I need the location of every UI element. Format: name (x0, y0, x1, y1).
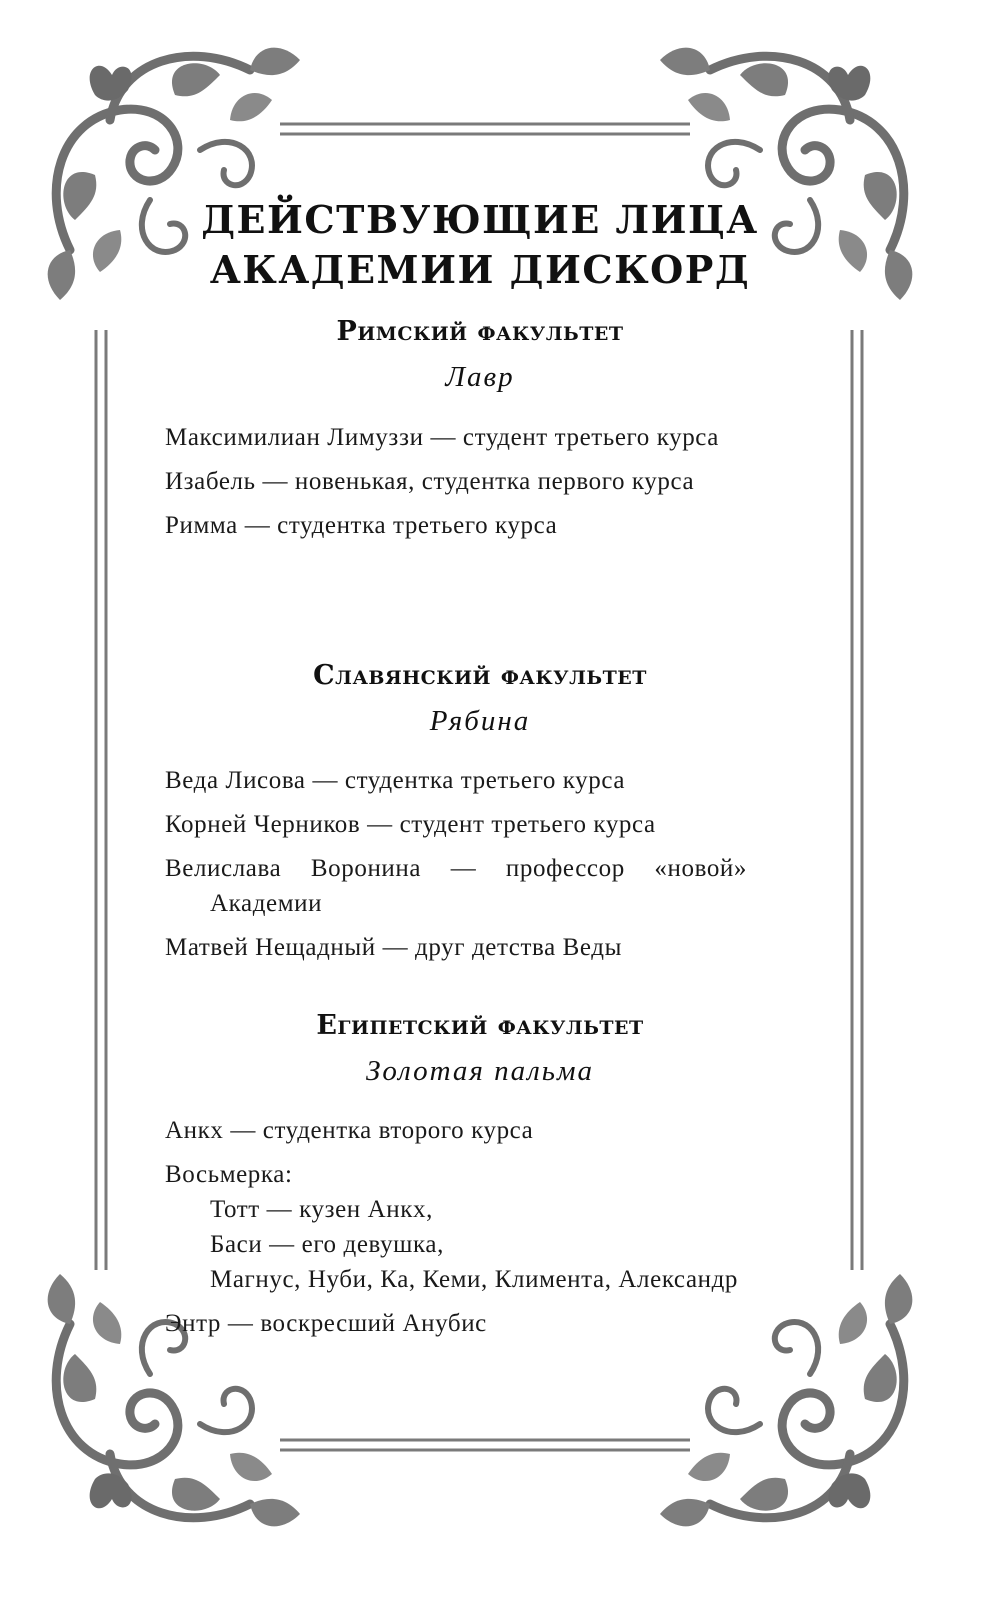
page-title-line-2: АКАДЕМИИ ДИСКОРД (209, 247, 751, 292)
character-list-slavic (165, 763, 747, 974)
page-title (0, 195, 960, 295)
character-entry: Велислава Воронина — профессор «новой» Академии (165, 855, 747, 917)
character-entry: Веда Лисова — студентка третьего курса (165, 767, 626, 794)
faculty-name: Римский факультет (336, 316, 624, 347)
faculty-name: Славянский факультет (313, 660, 647, 691)
page-title-line-1: ДЕЙСТВУЮЩИЕ ЛИЦА (201, 197, 759, 242)
faculty-motto: Золотая пальма (365, 1055, 594, 1087)
character-group (165, 1192, 747, 1297)
faculty-header-slavic (0, 660, 960, 738)
character-group-label: Восьмерка: (165, 1161, 293, 1188)
character-entry: Римма — студентка третьего курса (165, 512, 558, 539)
character-entry: Энтр — воскресший Анубис (165, 1310, 487, 1337)
character-entry: Анкх — студентка второго курса (165, 1117, 534, 1144)
character-entry: Изабель — новенькая, студентка первого курса (165, 468, 695, 495)
character-sub-entry: Тотт — кузен Анкх, (210, 1196, 433, 1223)
character-sub-entry: Магнус, Нуби, Ка, Кеми, Климента, Александр (210, 1266, 739, 1293)
character-entry: Максимилиан Лимуззи — студент третьего курса (165, 424, 719, 451)
faculty-header-egyptian (0, 1010, 960, 1088)
character-list-roman (165, 420, 747, 552)
character-list-egyptian (165, 1113, 747, 1350)
faculty-motto: Лавр (445, 361, 515, 393)
faculty-header-roman (0, 316, 960, 394)
faculty-motto: Рябина (429, 705, 531, 737)
character-entry: Матвей Нещадный — друг детства Веды (165, 934, 622, 961)
character-sub-entry: Баси — его девушка, (210, 1231, 444, 1258)
character-entry: Корней Черников — студент третьего курса (165, 811, 656, 838)
faculty-name: Египетский факультет (316, 1010, 644, 1041)
